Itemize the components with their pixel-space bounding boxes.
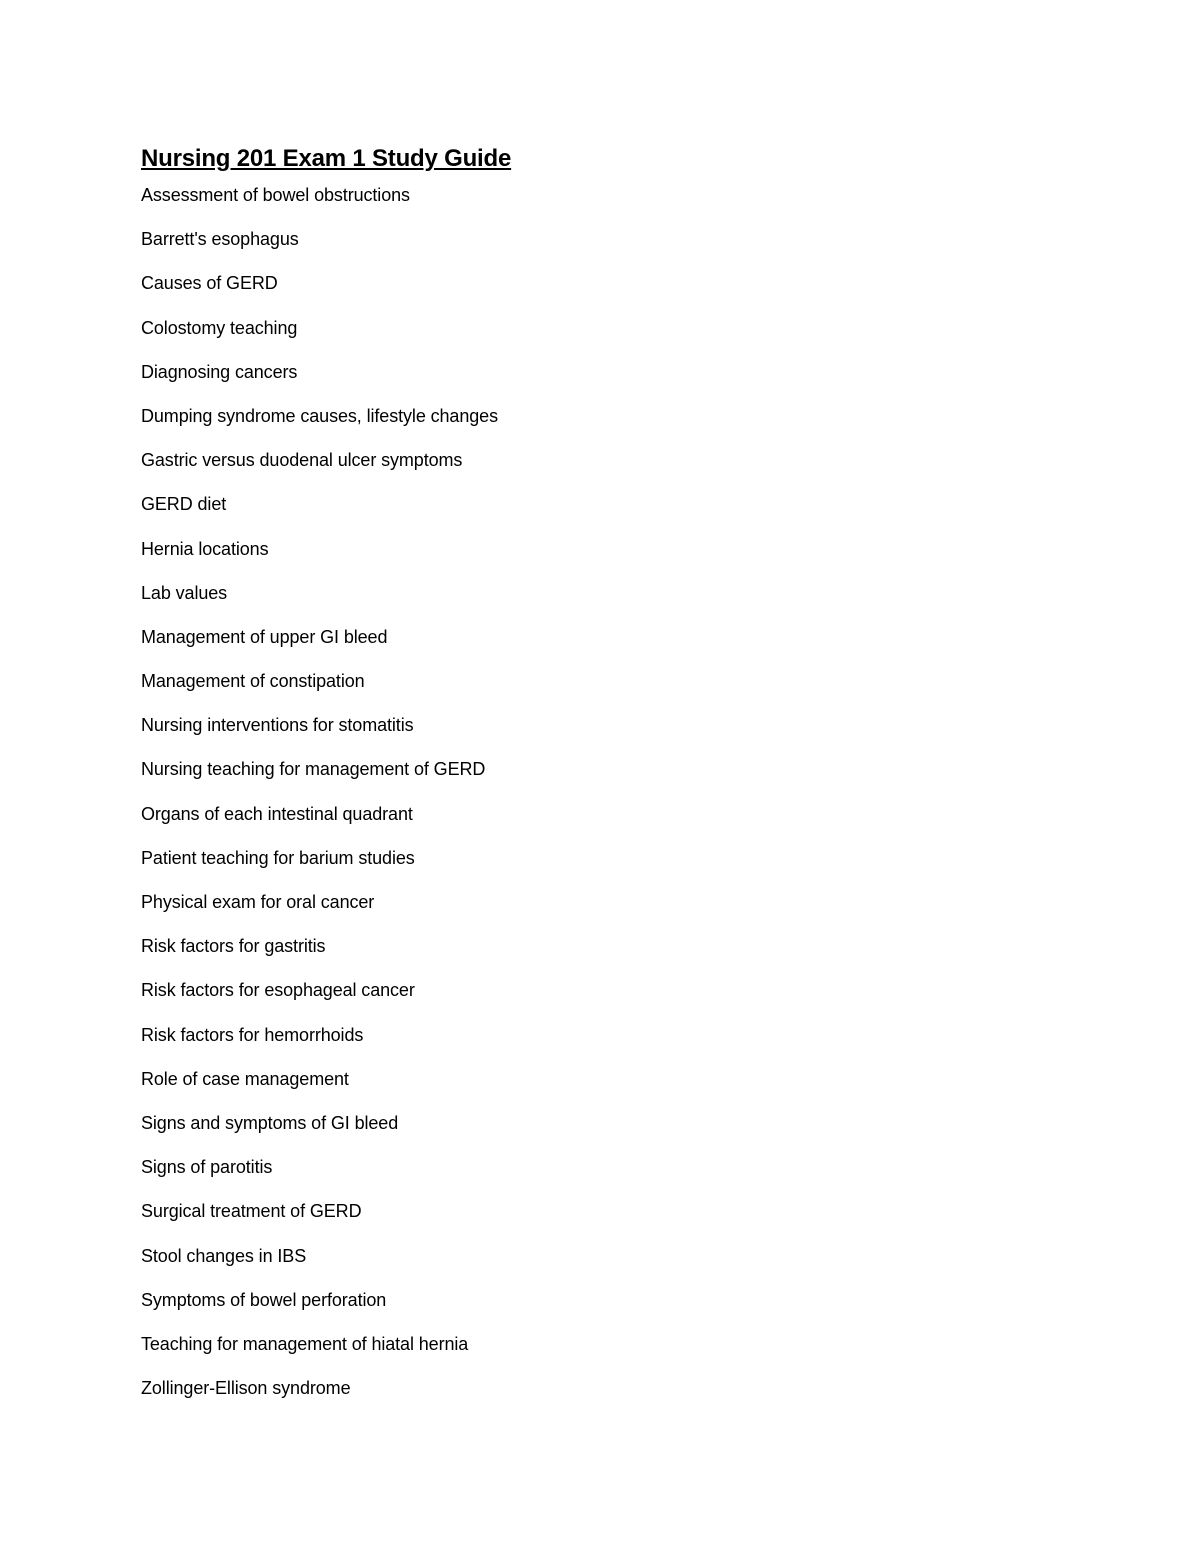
topic-item: Causes of GERD bbox=[141, 273, 278, 294]
topic-item: Zollinger-Ellison syndrome bbox=[141, 1378, 351, 1399]
topic-item: Management of constipation bbox=[141, 671, 365, 692]
topic-item: Patient teaching for barium studies bbox=[141, 847, 415, 868]
topic-item: Lab values bbox=[141, 582, 228, 603]
topic-item: Signs and symptoms of GI bleed bbox=[141, 1112, 399, 1133]
topic-item: Surgical treatment of GERD bbox=[141, 1201, 362, 1222]
document-title: Nursing 201 Exam 1 Study Guide bbox=[141, 145, 512, 172]
topic-item: Gastric versus duodenal ulcer symptoms bbox=[141, 450, 463, 471]
topic-item: Nursing teaching for management of GERD bbox=[141, 759, 486, 780]
topic-item: Colostomy teaching bbox=[141, 317, 298, 338]
topic-item: Management of upper GI bleed bbox=[141, 626, 388, 647]
topic-item: Dumping syndrome causes, lifestyle changes bbox=[141, 405, 498, 426]
topic-item: Organs of each intestinal quadrant bbox=[141, 803, 413, 824]
topic-item: Nursing interventions for stomatitis bbox=[141, 715, 414, 736]
document-content bbox=[141, 140, 1141, 1421]
topic-item: Signs of parotitis bbox=[141, 1157, 273, 1178]
topic-item: Teaching for management of hiatal hernia bbox=[141, 1333, 469, 1354]
topic-list bbox=[141, 184, 1141, 1421]
topic-item: Assessment of bowel obstructions bbox=[141, 185, 410, 205]
topic-item: Stool changes in IBS bbox=[141, 1245, 307, 1266]
topic-item: Role of case management bbox=[141, 1068, 349, 1089]
topic-item: Risk factors for hemorrhoids bbox=[141, 1024, 364, 1045]
topic-item: Hernia locations bbox=[141, 538, 269, 559]
topic-item: Physical exam for oral cancer bbox=[141, 892, 375, 912]
topic-item: Diagnosing cancers bbox=[141, 361, 298, 382]
topic-item: Risk factors for esophageal cancer bbox=[141, 980, 415, 1001]
topic-item: Barrett's esophagus bbox=[141, 229, 299, 250]
topic-item: Risk factors for gastritis bbox=[141, 936, 326, 957]
topic-item: GERD diet bbox=[141, 494, 227, 515]
topic-item: Symptoms of bowel perforation bbox=[141, 1289, 387, 1310]
